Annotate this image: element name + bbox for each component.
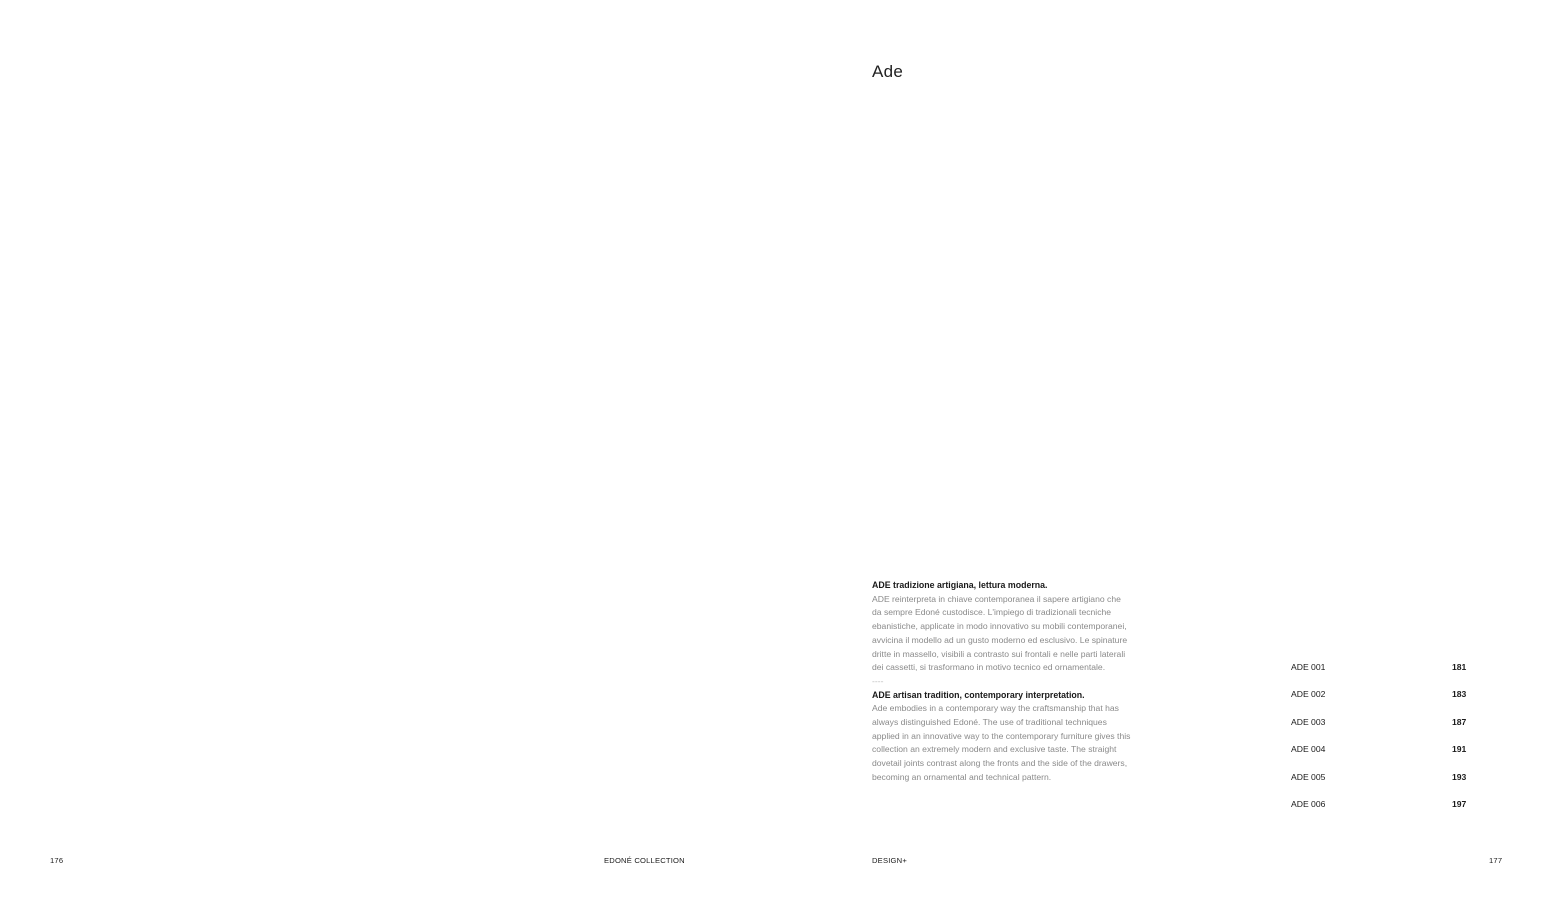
product-page: 183 (1452, 689, 1467, 700)
italian-body: ADE reinterpreta in chiave contemporanea il sapere artigiano che da sempre Edoné custodisce. L'impiego di tradizionali tecniche ebanistiche, applicate in modo innovativo su mobili contemporanei, avvicina il modello ad un gusto moderno ed esclusivo. Le spinature dritte in massello, visibili a contrasto sui frontali e nelle parti laterali dei cassetti, si trasformano in motivo tecnico ed ornamentale. (872, 593, 1128, 673)
left-footer-label: EDONÉ COLLECTION (604, 856, 685, 865)
product-page: 191 (1452, 744, 1467, 755)
product-code: ADE 001 (1291, 662, 1326, 672)
collection-title: Ade (872, 62, 904, 81)
italian-description (872, 579, 1132, 675)
right-page-number: 177 (1489, 856, 1503, 865)
index-row (1291, 661, 1471, 688)
product-page: 193 (1452, 771, 1467, 782)
italian-heading: ADE tradizione artigiana, lettura moderna. (872, 580, 1048, 590)
index-row (1291, 688, 1471, 715)
product-code: ADE 005 (1291, 771, 1326, 782)
product-code: ADE 006 (1291, 798, 1326, 809)
right-footer-label: DESIGN+ (872, 856, 907, 865)
description-block (872, 579, 1132, 785)
product-code: ADE 002 (1291, 689, 1326, 700)
product-code: ADE 003 (1291, 716, 1326, 727)
index-row (1291, 798, 1471, 825)
left-page-number: 176 (50, 856, 64, 865)
index-row (1291, 771, 1471, 798)
english-body: Ade embodies in a contemporary way the craftsmanship that has always distinguished Edoné. The use of traditional techniques applied in an innovative way to the contemporary furniture gives this collection an extremely modern and exclusive taste. The straight dovetail joints contrast along the fronts and the side of the drawers, becoming an ornamental and technical pattern. (872, 703, 1131, 782)
product-page: 197 (1452, 798, 1467, 809)
index-row (1291, 716, 1471, 743)
right-page (775, 0, 1550, 904)
english-heading: ADE artisan tradition, contemporary interpretation. (872, 689, 1085, 700)
language-separator: ---- (872, 675, 884, 686)
product-page: 187 (1452, 716, 1467, 727)
product-code: ADE 004 (1291, 744, 1326, 755)
english-description (872, 689, 1132, 785)
index-row (1291, 743, 1471, 770)
product-page: 181 (1452, 662, 1467, 672)
product-index (1291, 661, 1471, 825)
